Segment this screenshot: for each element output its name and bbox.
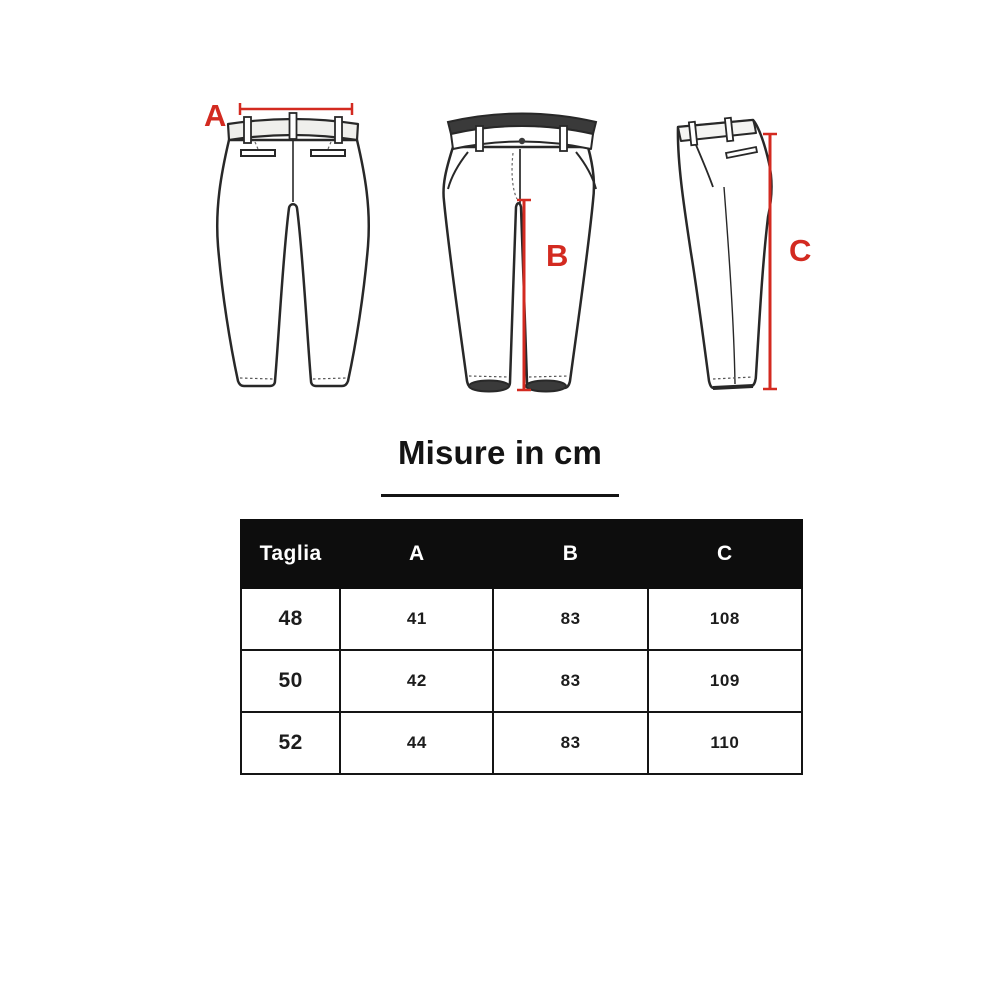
measure-label-b: B [546, 238, 569, 273]
size-52-a: 44 [340, 712, 493, 774]
header-taglia: Taglia [241, 520, 340, 588]
measure-label-a: A [204, 98, 227, 133]
size-52-c: 110 [648, 712, 802, 774]
size-52: 52 [241, 712, 340, 774]
size-52-b: 83 [493, 712, 647, 774]
size-50-c: 109 [648, 650, 802, 712]
size-50: 50 [241, 650, 340, 712]
size-48: 48 [241, 588, 340, 650]
size-table [240, 519, 803, 775]
pants-front-view-illustration [438, 101, 608, 401]
pants-side-view-illustration [650, 103, 810, 403]
table-row [241, 588, 802, 650]
measure-label-c: C [789, 233, 812, 268]
waistband-button [519, 138, 525, 144]
header-a: A [340, 520, 493, 588]
page-title: Misure in cm [397, 434, 603, 471]
size-48-c: 108 [648, 588, 802, 650]
size-48-a: 41 [340, 588, 493, 650]
size-50-b: 83 [493, 650, 647, 712]
title-underline [381, 494, 619, 497]
size-48-b: 83 [493, 588, 647, 650]
table-row [241, 650, 802, 712]
pants-back-view-illustration [198, 96, 373, 401]
table-row [241, 712, 802, 774]
table-header-row [241, 520, 802, 588]
header-c: C [648, 520, 802, 588]
size-50-a: 42 [340, 650, 493, 712]
header-b: B [493, 520, 647, 588]
